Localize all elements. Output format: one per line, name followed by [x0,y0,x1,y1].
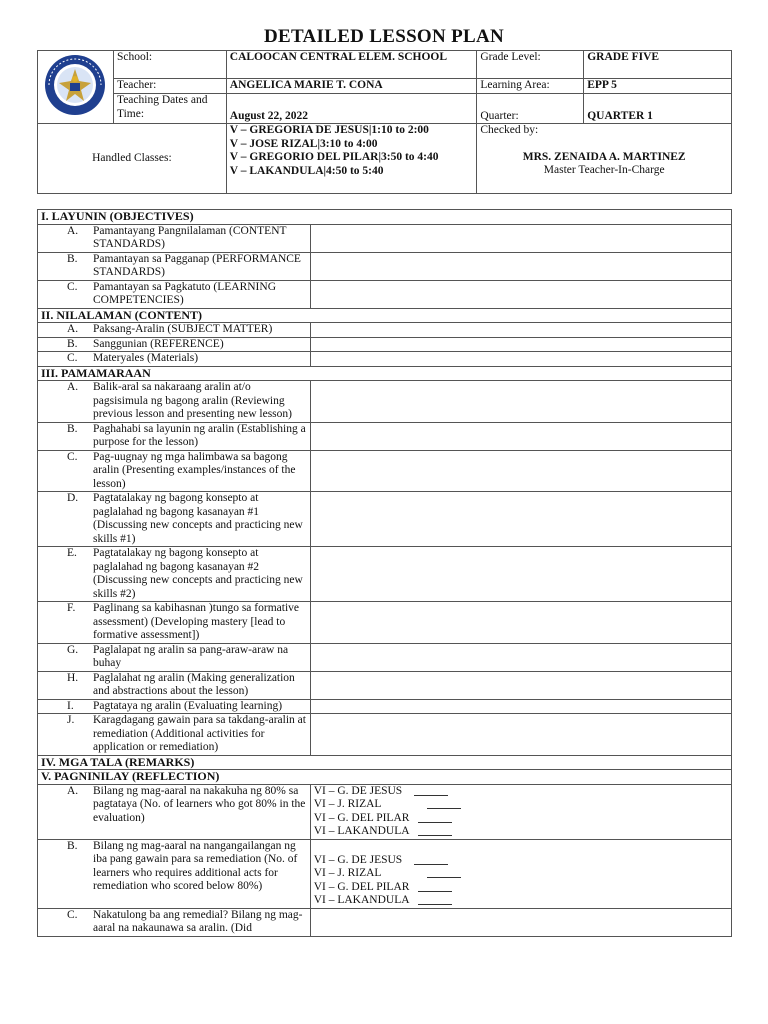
school-label: School: [113,51,226,79]
area-label: Learning Area: [477,79,584,94]
item-letter: C. [67,280,78,293]
section-name: VI – G. DE JESUS [313,853,403,866]
count-blank[interactable] [418,812,452,823]
performance-standards-field[interactable] [310,252,731,280]
school-value: CALOOCAN CENTRAL ELEM. SCHOOL [226,51,477,79]
procedure-item-field[interactable] [310,547,731,602]
reflection-item-field[interactable] [310,784,731,839]
procedure-item-field[interactable] [310,643,731,671]
item-letter: C. [67,450,78,463]
procedure-item-field[interactable] [310,699,731,714]
item-letter: B. [67,337,78,350]
grade-label: Grade Level: [477,51,584,79]
section-objectives: I. LAYUNIN (OBJECTIVES) [38,210,732,225]
reflection-item-label: Nakatulong ba ang remedial? Bilang ng mag-aaral na nakaunawa sa aralin. (Did [93,908,303,934]
deped-seal-icon [43,53,107,117]
classes-label: Handled Classes: [38,124,227,194]
item-letter: C. [67,908,78,921]
checked-by-cell [477,124,732,194]
subject-matter-label: Paksang-Aralin (SUBJECT MATTER) [93,323,273,335]
section-content: II. NILALAMAN (CONTENT) [38,308,732,323]
content-standards-label: Pamantayang Pangnilalaman (CONTENT STANDARDS) [93,224,287,250]
procedure-item-label: Paglalahat ng aralin (Making generalization and abstractions about the lesson) [93,671,295,697]
count-blank[interactable] [414,854,448,865]
quarter-label: Quarter: [477,94,584,124]
item-letter: E. [67,547,77,559]
section-name: VI – LAKANDULA [313,825,410,837]
class-item: V – GREGORIA DE JESUS|1:10 to 2:00 [229,124,429,136]
item-letter: I. [67,699,74,712]
procedure-item-label: Pagtataya ng aralin (Evaluating learning) [93,699,283,712]
reflection-item-field[interactable] [310,839,731,908]
procedure-item-label: Paghahabi sa layunin ng aralin (Establishing a purpose for the lesson) [93,422,306,448]
content-standards-field[interactable] [310,224,731,252]
item-letter: H. [67,671,79,684]
procedure-item-field[interactable] [310,714,731,756]
dates-label: Teaching Dates and Time: [113,94,226,124]
classes-list [226,124,477,194]
dates-value: August 22, 2022 [226,94,477,124]
procedure-item-label: Pagtatalakay ng bagong konsepto at paglalahad ng bagong kasanayan #2 (Discussing new concepts and practicing new skills #2) [93,547,303,600]
item-letter: D. [67,492,79,504]
procedure-item-field[interactable] [310,381,731,423]
item-letter: G. [67,643,79,656]
section-name: VI – G. DEL PILAR [313,811,410,824]
procedure-item-label: Balik-aral sa nakaraang aralin at/o pagsisimula ng bagong aralin (Reviewing previous lesson and presenting new lesson) [93,381,292,420]
learning-competencies-label: Pamantayan sa Pagkatuto (LEARNING COMPETENCIES) [93,280,277,306]
procedure-item-field[interactable] [310,422,731,450]
section-procedure: III. PAMAMARAAN [38,366,732,381]
item-letter: J. [67,714,75,726]
grade-value: GRADE FIVE [584,51,732,79]
item-letter: A. [67,323,79,335]
procedure-item-field[interactable] [310,671,731,699]
count-blank[interactable] [418,894,452,905]
procedure-item-label: Pag-uugnay ng mga halimbawa sa bagong aralin (Presenting examples/instances of the lesson) [93,450,296,490]
section-remarks: IV. MGA TALA (REMARKS) [38,755,732,770]
section-name: VI – G. DE JESUS [313,784,403,797]
materials-field[interactable] [310,352,731,367]
reflection-item-field[interactable] [310,908,731,936]
checker-title: Master Teacher-In-Charge [543,164,665,176]
teacher-label: Teacher: [113,79,226,94]
section-name: VI – J. RIZAL [313,867,382,879]
checked-label: Checked by: [480,124,539,136]
procedure-item-label: Paglalapat ng aralin sa pang-araw-araw na buhay [93,643,289,669]
class-item: V – LAKANDULA|4:50 to 5:40 [229,164,384,177]
procedure-item-label: Paglinang sa kabihasnan )tungo sa formative assessment) (Developing mastery [lead to formative assessment]) [93,602,299,641]
teacher-value: ANGELICA MARIE T. CONA [226,79,477,94]
item-letter: C. [67,352,78,364]
document-title: DETAILED LESSON PLAN [263,26,505,47]
count-blank[interactable] [427,867,461,878]
procedure-item-label: Karagdagang gawain para sa takdang-aralin at remediation (Additional activities for application or remediation) [93,714,306,753]
materials-label: Materyales (Materials) [93,352,199,364]
class-item: V – JOSE RIZAL|3:10 to 4:00 [229,137,378,150]
quarter-value: QUARTER 1 [584,94,732,124]
item-letter: A. [67,784,79,797]
item-letter: F. [67,602,76,614]
item-letter: B. [67,252,78,265]
procedure-item-field[interactable] [310,602,731,644]
count-blank[interactable] [418,825,452,836]
count-blank[interactable] [418,881,452,892]
item-letter: B. [67,422,78,435]
subject-matter-field[interactable] [310,323,731,338]
learning-competencies-field[interactable] [310,280,731,308]
procedure-item-label: Pagtatalakay ng bagong konsepto at paglalahad ng bagong kasanayan #1 (Discussing new concepts and practicing new skills #1) [93,492,303,545]
item-letter: A. [67,224,79,237]
reflection-item-label: Bilang ng mag-aaral na nakakuha ng 80% sa pagtataya (No. of learners who got 80% in the evaluation) [93,784,306,824]
section-name: VI – G. DEL PILAR [313,880,410,893]
reference-field[interactable] [310,337,731,352]
section-reflection: V. PAGNINILAY (REFLECTION) [38,770,732,785]
checker-name: MRS. ZENAIDA A. MARTINEZ [522,150,686,163]
deped-seal [38,51,114,124]
reflection-item-label: Bilang ng mag-aaral na nangangailangan ng iba pang gawain para sa remediation (No. of learners who requires additional acts for remediation who scored below 80%) [93,839,298,892]
performance-standards-label: Pamantayan sa Pagganap (PERFORMANCE STANDARDS) [93,252,301,278]
count-blank[interactable] [414,785,448,796]
procedure-item-field[interactable] [310,492,731,547]
header-table [37,50,732,194]
item-letter: A. [67,381,79,393]
item-letter: B. [67,839,78,852]
lesson-plan-table [37,209,732,937]
reference-label: Sanggunian (REFERENCE) [93,337,224,350]
procedure-item-field[interactable] [310,450,731,492]
section-name: VI – J. RIZAL [313,798,382,810]
area-value: EPP 5 [584,79,732,94]
class-item: V – GREGORIO DEL PILAR|3:50 to 4:40 [229,151,439,163]
section-name: VI – LAKANDULA [313,894,410,906]
count-blank[interactable] [427,798,461,809]
